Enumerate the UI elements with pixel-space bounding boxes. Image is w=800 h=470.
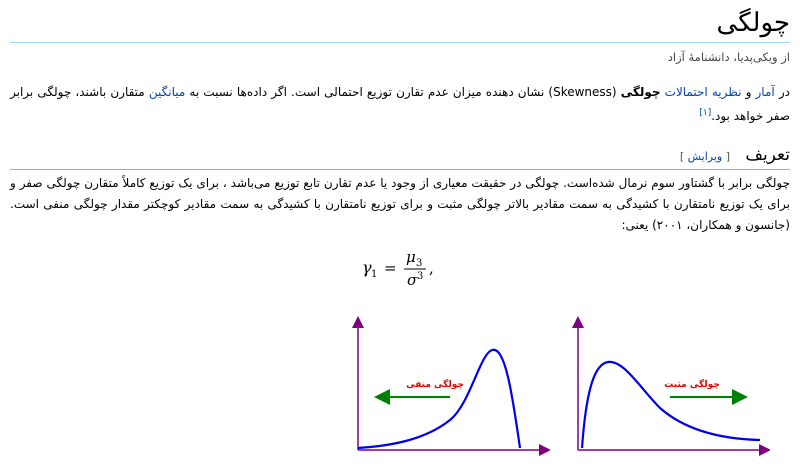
intro-text-a: (Skewness) نشان دهنده میزان عدم تقارن توزیع احتمالی است. اگر داده‌ها نسبت به — [189, 85, 617, 99]
negative-skew-figure — [340, 312, 550, 462]
intro-paragraph — [10, 82, 790, 127]
section-heading: تعریف — [745, 145, 790, 165]
formula-sigma-sup: 3 — [417, 271, 424, 282]
link-statistics[interactable]: آمار — [755, 85, 775, 99]
link-mean[interactable]: میانگین — [148, 85, 186, 99]
definition-paragraph: چولگی برابر با گشتاور سوم نرمال شده‌است. چولگی در حقیقت معیاری از وجود یا عدم تقارن تابع توزیع می‌باشد ، برای یک توزیع کاملاً متقارن چولگی صفر و برای یک توزیع نامتقارن با کشیدگی به سمت مقادیر بالاتر چولگی مثبت و برای توزیع نامتقارن با کشیدگی به سمت مقادیر کوچکتر مقدار چولگی منفی است.(جانسون و همکاران، ۲۰۰۱) یعنی: — [10, 176, 790, 232]
formula-equals: = — [384, 259, 397, 277]
site-tagline: از ویکی‌پدیا، دانشنامهٔ آزاد — [667, 50, 790, 64]
formula-gamma: γ — [362, 258, 372, 277]
intro-text-b: متقارن باشند، چولگی برابر صفر خواهد بود. — [10, 85, 790, 123]
positive-skew-figure — [560, 312, 770, 462]
positive-skew-label: چولگی مثبت — [664, 380, 720, 390]
link-probability-theory[interactable]: نظریه احتمالات — [664, 85, 742, 99]
section-header — [10, 145, 790, 170]
formula-mu: μ — [406, 248, 416, 266]
negative-skew-curve — [358, 350, 520, 448]
positive-skew-curve — [582, 362, 760, 448]
intro-word-in: در — [778, 85, 790, 99]
skewness-formula — [360, 240, 450, 292]
formula-sigma: σ — [407, 271, 418, 289]
reference-link[interactable]: [۱] — [699, 108, 712, 118]
formula-gamma-sub: 1 — [371, 269, 378, 280]
section-edit — [680, 150, 730, 163]
reference-1 — [699, 108, 711, 118]
edit-section-link[interactable]: ویرایش — [687, 150, 723, 163]
edit-bracket-close: ] — [679, 150, 685, 163]
formula-mu-sub: 3 — [416, 258, 423, 269]
edit-bracket-open: [ — [725, 150, 730, 163]
formula-comma: , — [429, 259, 434, 277]
page-title: چولگی — [10, 6, 790, 43]
negative-skew-label: چولگی منفی — [406, 380, 464, 390]
intro-bold-term: چولگی — [620, 85, 661, 99]
intro-word-and: و — [745, 85, 752, 99]
